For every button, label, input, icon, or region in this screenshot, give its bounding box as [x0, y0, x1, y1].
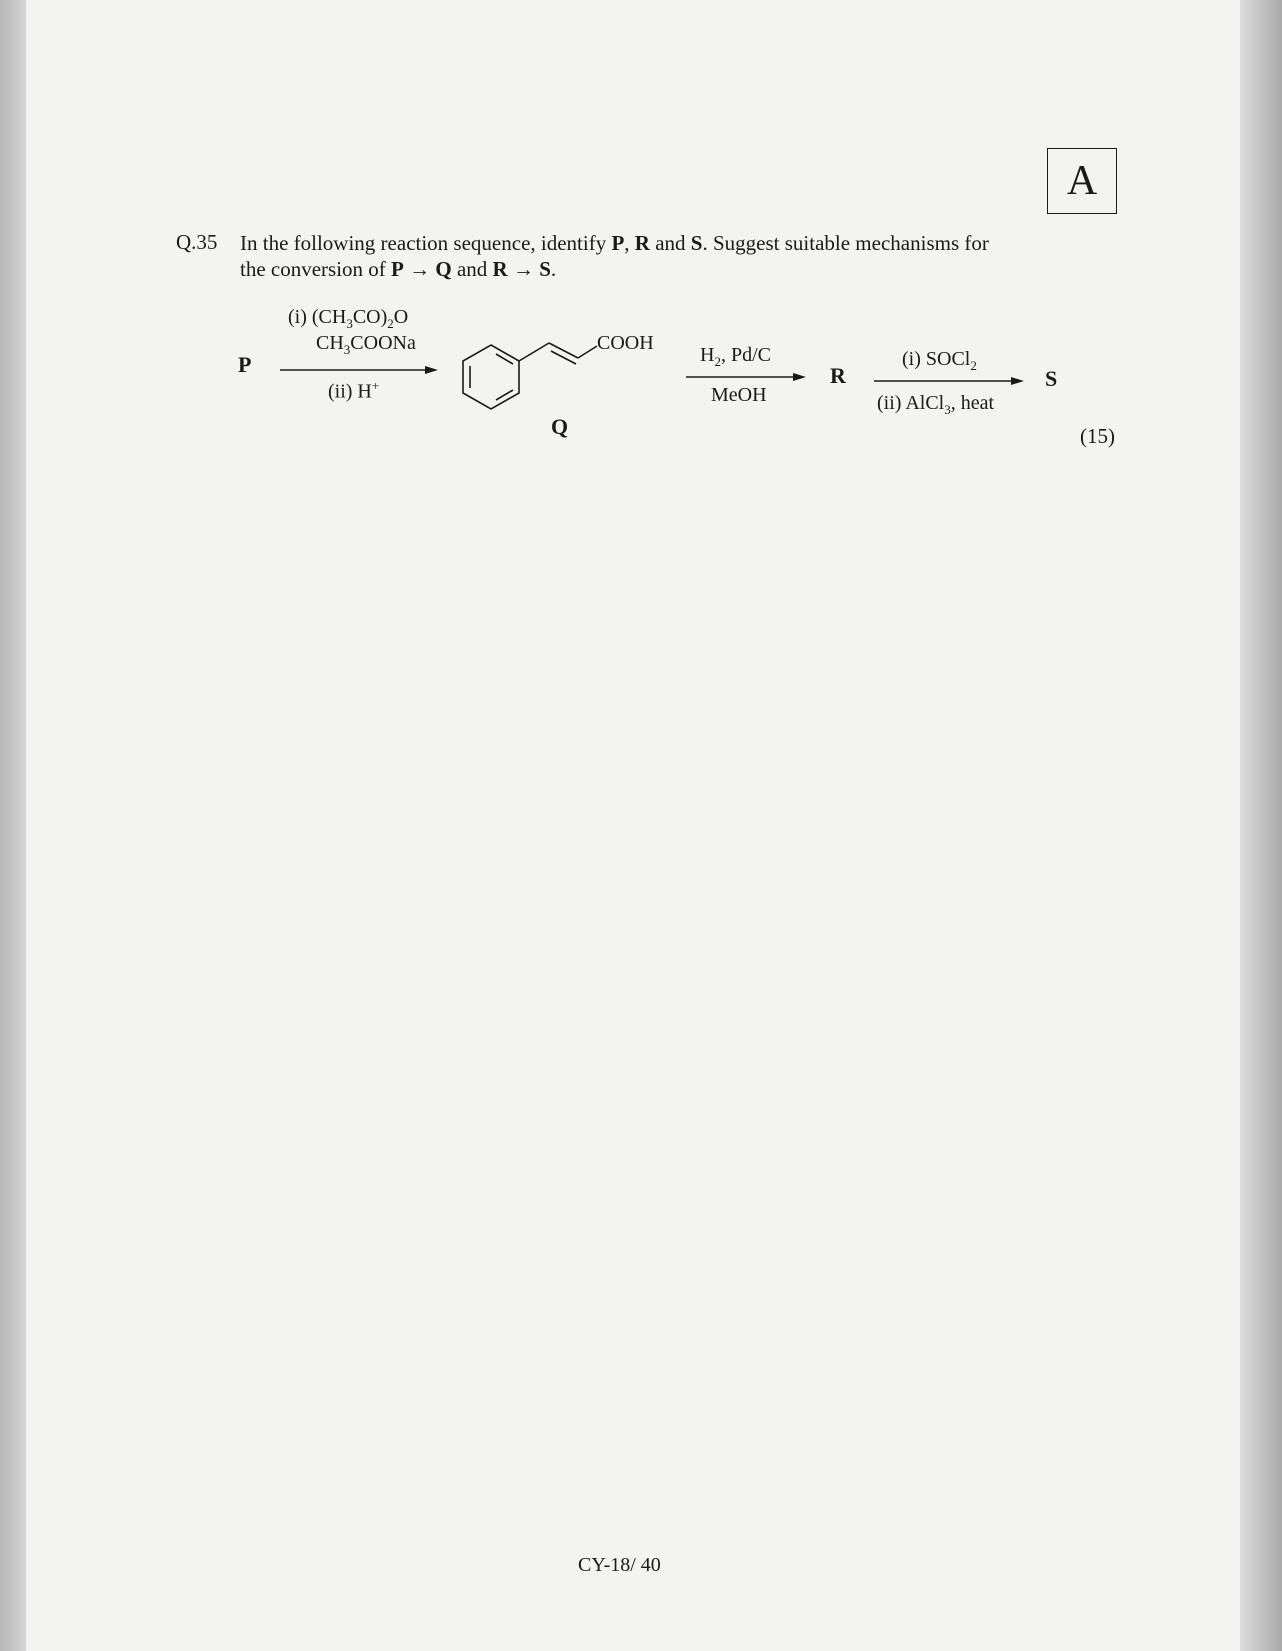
step1-reagent-ii: (ii) H+	[328, 378, 380, 403]
step3-reagent-above: (i) SOCl$_2$	[902, 348, 977, 373]
compound-label-r: R	[830, 363, 846, 388]
question-line-1: In the following reaction sequence, identify P, R and S. Suggest suitable mechanisms for	[240, 231, 989, 255]
cooh-group: COOH	[597, 332, 654, 354]
acrylic-side-chain	[519, 343, 597, 364]
compound-label-p: P	[238, 352, 252, 377]
compound-label-q: Q	[551, 414, 569, 439]
question-line-2: the conversion of P → Q and R → S.	[240, 257, 557, 281]
step2-reagent-above: $H_2$, Pd/C	[700, 344, 771, 369]
reaction-arrow-3	[874, 377, 1024, 385]
set-label: A	[1066, 158, 1098, 204]
page-footer: CY-18/ 40	[578, 1554, 661, 1576]
step3-reagent-below: (ii) AlCl$_3$, heat	[877, 392, 995, 417]
benzene-ring	[463, 345, 519, 409]
question-number: Q.35	[176, 230, 218, 254]
compound-label-s: S	[1045, 366, 1058, 391]
reaction-arrow-2	[686, 373, 806, 381]
marks: (15)	[1080, 424, 1115, 448]
step1-reagent-base: $CH_3COONa$	[316, 332, 416, 357]
reaction-arrow-1	[280, 366, 438, 374]
step1-reagent-i: (i) $(CH_3CO)_2O$	[288, 306, 409, 331]
step2-reagent-below: MeOH	[711, 384, 767, 406]
